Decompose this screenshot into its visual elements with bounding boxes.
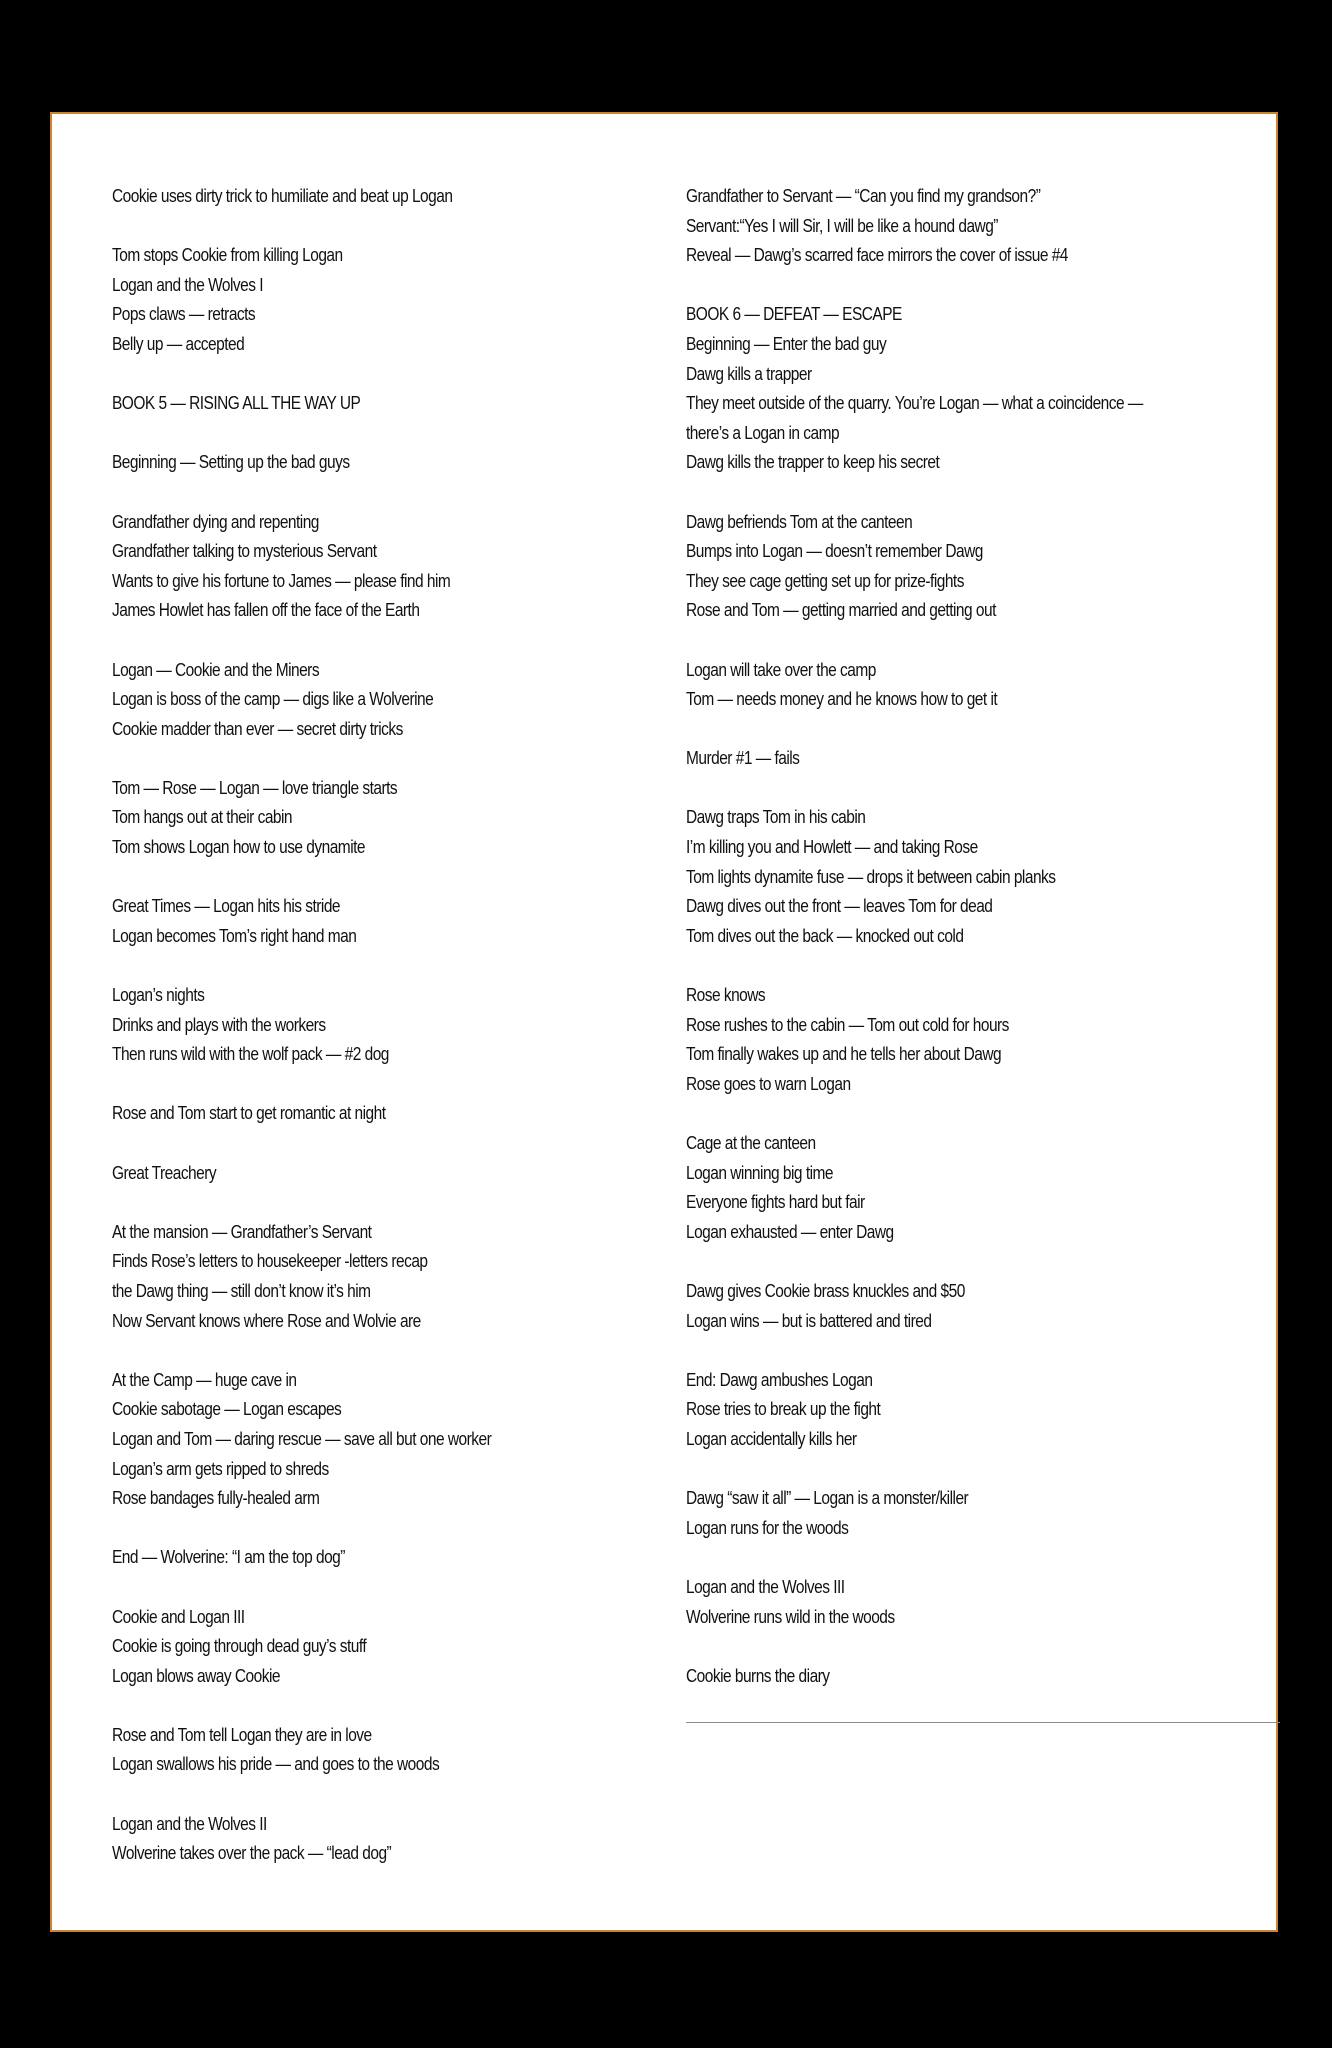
blank-line — [686, 626, 1202, 656]
text-line: End — Wolverine: “I am the top dog” — [112, 1547, 345, 1568]
text-line: Rose bandages fully-healed arm — [112, 1488, 320, 1509]
text-line: Logan and the Wolves I — [112, 274, 264, 295]
blank-line — [112, 1188, 611, 1218]
blank-line — [686, 774, 1202, 804]
text-line: Logan and the Wolves III — [686, 1576, 845, 1597]
blank-line — [112, 1514, 611, 1544]
document-page — [50, 112, 1278, 1932]
text-line: Dawg befriends Tom at the canteen — [686, 511, 913, 532]
column-end-rule — [686, 1722, 1280, 1723]
text-line: Tom stops Cookie from killing Logan — [112, 245, 343, 266]
text-line: Tom finally wakes up and he tells her about Dawg — [686, 1044, 1002, 1065]
text-line: Bumps into Logan — doesn’t remember Dawg — [686, 541, 983, 562]
text-line: Great Times — Logan hits his stride — [112, 896, 341, 917]
text-line: Logan runs for the woods — [686, 1517, 849, 1538]
blank-line — [686, 715, 1202, 745]
text-line: Murder #1 — fails — [686, 748, 800, 769]
text-line: Logan becomes Tom’s right hand man — [112, 925, 357, 946]
text-line: I’m killing you and Howlett — and taking Rose — [686, 837, 978, 858]
text-line: At the mansion — Grandfather’s Servant — [112, 1221, 372, 1242]
text-line: Logan’s nights — [112, 985, 205, 1006]
blank-line — [112, 478, 611, 508]
text-line: Tom hangs out at their cabin — [112, 807, 293, 828]
blank-line — [112, 951, 611, 981]
text-line: Wolverine takes over the pack — “lead dog” — [112, 1843, 392, 1864]
text-line: Logan and the Wolves II — [112, 1813, 267, 1834]
text-line: Logan’s arm gets ripped to shreds — [112, 1458, 329, 1479]
text-line: Dawg gives Cookie brass knuckles and $50 — [686, 1280, 965, 1301]
text-line: BOOK 5 — RISING ALL THE WAY UP — [112, 393, 361, 414]
blank-line — [686, 1336, 1202, 1366]
text-line: Pops claws — retracts — [112, 304, 256, 325]
text-line: Cookie is going through dead guy’s stuff — [112, 1636, 367, 1657]
blank-line — [112, 1070, 611, 1100]
left-column — [112, 182, 611, 1869]
text-line: Dawg dives out the front — leaves Tom for dead — [686, 896, 993, 917]
text-line: Logan is boss of the camp — digs like a Wolverine — [112, 689, 434, 710]
text-line: Beginning — Enter the bad guy — [686, 333, 887, 354]
text-line: Rose tries to break up the fight — [686, 1399, 881, 1420]
blank-line — [112, 744, 611, 774]
text-line: Rose knows — [686, 985, 766, 1006]
text-line: Now Servant knows where Rose and Wolvie are — [112, 1310, 421, 1331]
blank-line — [112, 360, 611, 390]
blank-line — [112, 863, 611, 893]
text-line: Rose goes to warn Logan — [686, 1073, 851, 1094]
text-line: Logan wins — but is battered and tired — [686, 1310, 932, 1331]
blank-line — [112, 1573, 611, 1603]
text-line: Rose and Tom start to get romantic at night — [112, 1103, 386, 1124]
blank-line — [686, 1247, 1202, 1277]
text-line: there’s a Logan in camp — [686, 422, 840, 443]
right-column — [686, 182, 1202, 1691]
blank-line — [112, 1129, 611, 1159]
text-line: Great Treachery — [112, 1162, 217, 1183]
text-line: Logan accidentally kills her — [686, 1428, 857, 1449]
text-line: Dawg “saw it all” — Logan is a monster/killer — [686, 1488, 969, 1509]
text-line: Cage at the canteen — [686, 1133, 816, 1153]
text-line: Rose and Tom — getting married and getting out — [686, 600, 996, 621]
text-line: Then runs wild with the wolf pack — #2 dog — [112, 1044, 389, 1065]
text-line: Servant:“Yes I will Sir, I will be like a hound dawg” — [686, 215, 998, 236]
blank-line — [112, 419, 611, 449]
blank-line — [686, 1543, 1202, 1573]
text-line: Dawg traps Tom in his cabin — [686, 807, 866, 828]
text-line: Logan exhausted — enter Dawg — [686, 1221, 894, 1242]
text-line: Tom — Rose — Logan — love triangle starts — [112, 777, 398, 798]
text-line: Dawg kills the trapper to keep his secret — [686, 452, 940, 473]
text-line: Logan swallows his pride — and goes to the woods — [112, 1754, 440, 1775]
text-line: Grandfather talking to mysterious Servant — [112, 541, 377, 562]
text-line: Cookie uses dirty trick to humiliate and beat up Logan — [112, 186, 453, 206]
text-line: Logan winning big time — [686, 1162, 834, 1183]
text-line: Finds Rose’s letters to housekeeper -letters recap — [112, 1251, 428, 1272]
blank-line — [686, 1632, 1202, 1662]
text-line: Rose rushes to the cabin — Tom out cold for hours — [686, 1014, 1009, 1035]
blank-line — [686, 271, 1202, 301]
text-line: At the Camp — huge cave in — [112, 1369, 297, 1390]
text-line: Rose and Tom tell Logan they are in love — [112, 1724, 372, 1745]
text-line: Logan will take over the camp — [686, 659, 876, 680]
text-line: They see cage getting set up for prize-fights — [686, 570, 964, 591]
blank-line — [112, 626, 611, 656]
text-line: Logan and Tom — daring rescue — save all but one worker — [112, 1428, 492, 1449]
text-line: BOOK 6 — DEFEAT — ESCAPE — [686, 304, 902, 325]
text-line: Tom lights dynamite fuse — drops it between cabin planks — [686, 866, 1056, 887]
text-line: Cookie madder than ever — secret dirty tricks — [112, 718, 403, 739]
blank-line — [686, 1099, 1202, 1129]
text-line: Drinks and plays with the workers — [112, 1014, 326, 1035]
text-line: Belly up — accepted — [112, 333, 245, 354]
text-line: the Dawg thing — still don’t know it’s him — [112, 1280, 371, 1301]
text-line: They meet outside of the quarry. You’re Logan — what a coincidence — — [686, 393, 1143, 414]
blank-line — [112, 1691, 611, 1721]
blank-line — [686, 951, 1202, 981]
text-line: Logan — Cookie and the Miners — [112, 659, 320, 680]
blank-line — [112, 212, 611, 242]
text-line: Beginning — Setting up the bad guys — [112, 452, 350, 473]
blank-line — [686, 478, 1202, 508]
text-line: Logan blows away Cookie — [112, 1665, 280, 1686]
text-line: Tom — needs money and he knows how to get it — [686, 689, 998, 710]
blank-line — [112, 1780, 611, 1810]
text-line: Wants to give his fortune to James — please find him — [112, 570, 451, 591]
text-line: Cookie burns the diary — [686, 1665, 830, 1686]
text-line: Cookie and Logan III — [112, 1606, 245, 1627]
text-line: Dawg kills a trapper — [686, 363, 812, 384]
text-line: Tom shows Logan how to use dynamite — [112, 837, 366, 858]
text-line: Cookie sabotage — Logan escapes — [112, 1399, 342, 1420]
blank-line — [686, 1455, 1202, 1485]
text-line: End: Dawg ambushes Logan — [686, 1369, 873, 1390]
blank-line — [112, 1336, 611, 1366]
text-line: Everyone fights hard but fair — [686, 1192, 865, 1213]
text-line: Tom dives out the back — knocked out cold — [686, 925, 964, 946]
text-line: Reveal — Dawg’s scarred face mirrors the cover of issue #4 — [686, 245, 1068, 266]
text-line: James Howlet has fallen off the face of the Earth — [112, 600, 420, 621]
text-line: Wolverine runs wild in the woods — [686, 1606, 895, 1627]
text-line: Grandfather to Servant — “Can you find my grandson?” — [686, 186, 1041, 206]
text-line: Grandfather dying and repenting — [112, 511, 319, 532]
